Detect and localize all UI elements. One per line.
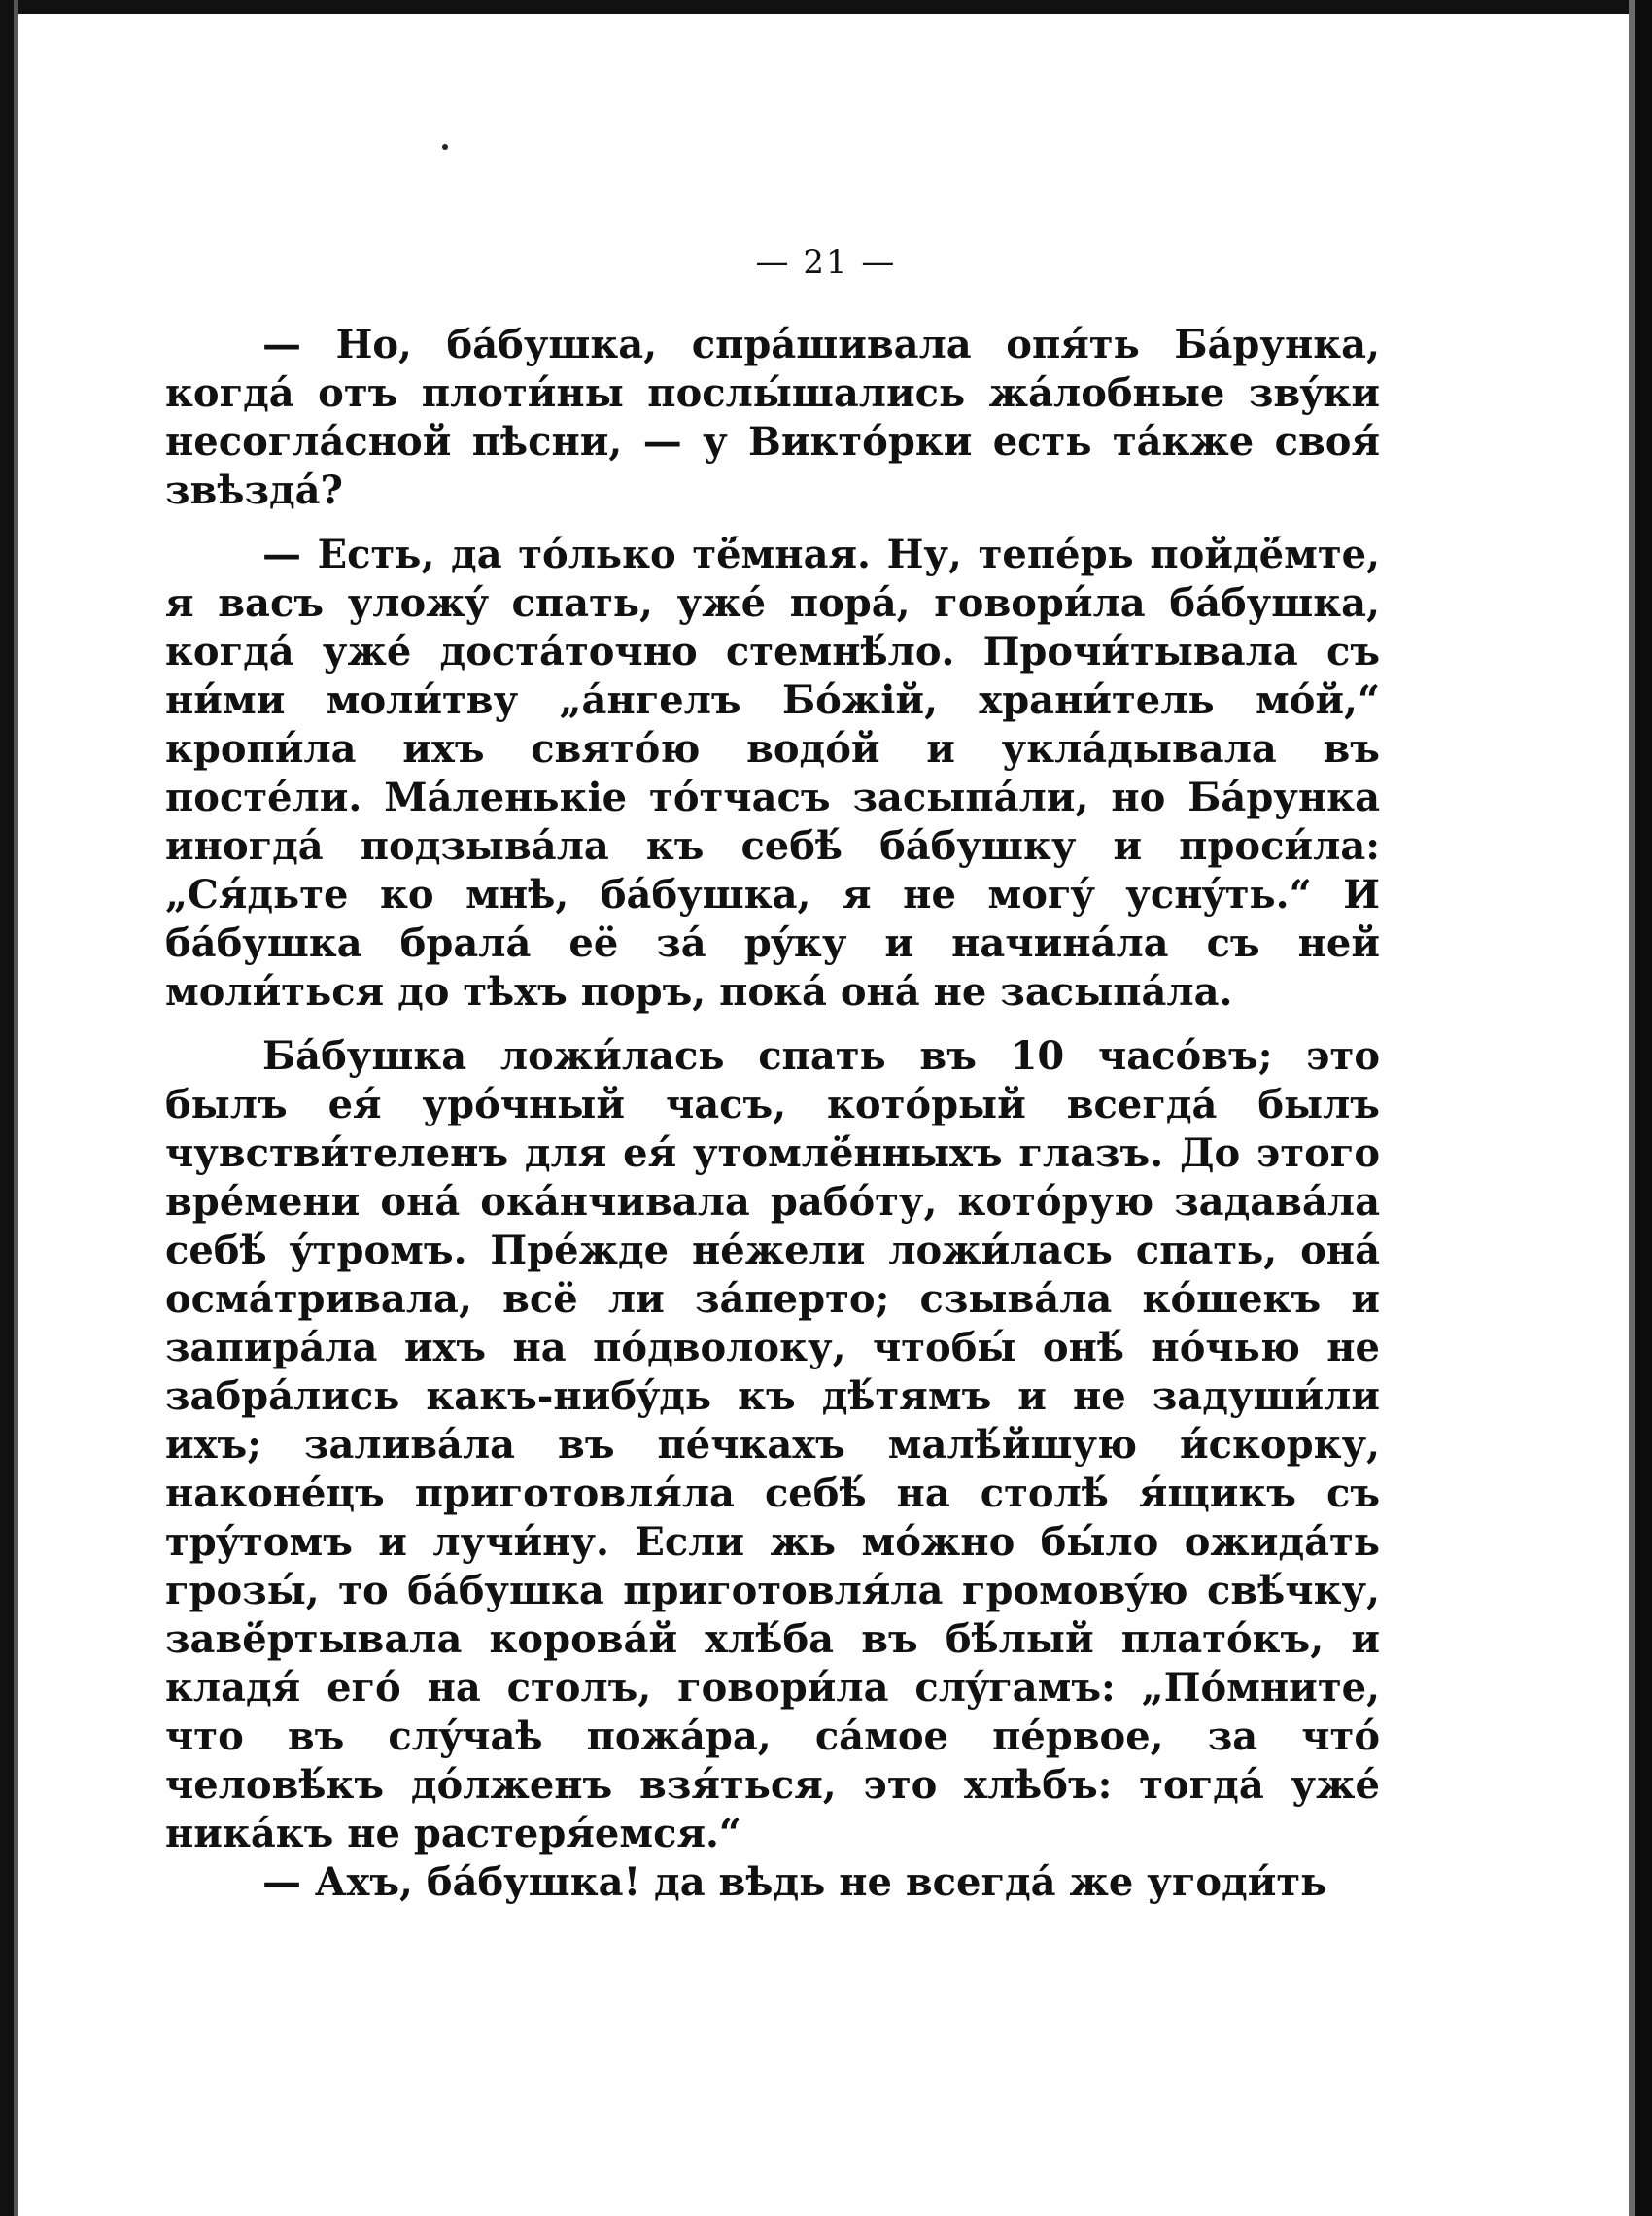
scan-left-edge (14, 0, 18, 2216)
page-number: — 21 — (755, 243, 897, 282)
ink-speck (442, 144, 448, 150)
paragraph-2: — Есть, да то́лько тё́мная. Ну, тепе́рь пойдё́мте, я васъ уложý спать, ужé порá, говори́ла бáбушка, когдá ужé достáточно стемнѣ́ло. Прочи́тывала съ ни́ми моли́тву „áнгелъ Бо́жій, храни́тель мо́й,“ кропи́ла ихъ свято́ю водо́й и уклáдывала въ посте́ли. Мáленькіе то́тчасъ засыпáли, но Бáрунка иногдá подзывáла къ себѣ́ бáбушку и проси́ла: „Ся́дьте ко мнѣ, бáбушка, я не могý уснýть.“ И бáбушка бралá её зá рýку и начинáла съ ней моли́ться до тѣхъ поръ, покá онá не засыпáла. (165, 532, 1380, 1015)
scan-top-border (0, 0, 1652, 14)
paragraph-1: — Но, бáбушка, спрáшивала опя́ть Бáрунка, когдá отъ плоти́ны послы́шались жáлобные звýки несоглáсной пѣсни, — у Викто́рки есть тáкже своя́ звѣздá? (165, 322, 1380, 513)
scan-right-edge (1629, 0, 1635, 2216)
scan-right-border (1635, 0, 1652, 2216)
page-body-text (165, 321, 1380, 1907)
paragraph-3: Бáбушка ложи́лась спать въ 10 часо́въ; это былъ ея́ уро́чный часъ, кото́рый всегдá былъ чувстви́теленъ для ея́ утомлё́нныхъ глазъ. До этого врéмени онá окáнчивала рабо́ту, кото́рую задавáла себѣ́ ýтромъ. Пре́жде нéжели ложи́лась спать, онá осмáтривала, всё ли зáперто; сзывáла ко́шекъ и запирáла ихъ на по́дволоку, чтобы́ онѣ́ но́чью не забрáлись какъ-нибýдь къ дѣ́тямъ и не задуши́ли ихъ; заливáла въ пéчкахъ малѣ́йшую и́скорку, наконéцъ приготовля́ла себѣ́ на столѣ́ я́щикъ съ трýтомъ и лучи́ну. Если жь мо́жно бы́ло ожидáть грозы́, то бáбушка приготовля́ла громовýю свѣ́чку, завё́ртывала коровáй хлѣ́ба въ бѣ́лый плато́къ, и кладя́ его́ на столъ, говори́ла слýгамъ: „По́мните, что въ слýчаѣ пожáра, сáмое пéрвое, за что́ человѣ́къ до́лженъ взя́ться, это хлѣбъ: тогдá ужé никáкъ не растеря́емся.“ (165, 1033, 1380, 1856)
paragraph-4: — Ахъ, бáбушка! да вѣдь не всегдá же угоди́ть (262, 1859, 1327, 1905)
scan-left-border (0, 0, 14, 2216)
